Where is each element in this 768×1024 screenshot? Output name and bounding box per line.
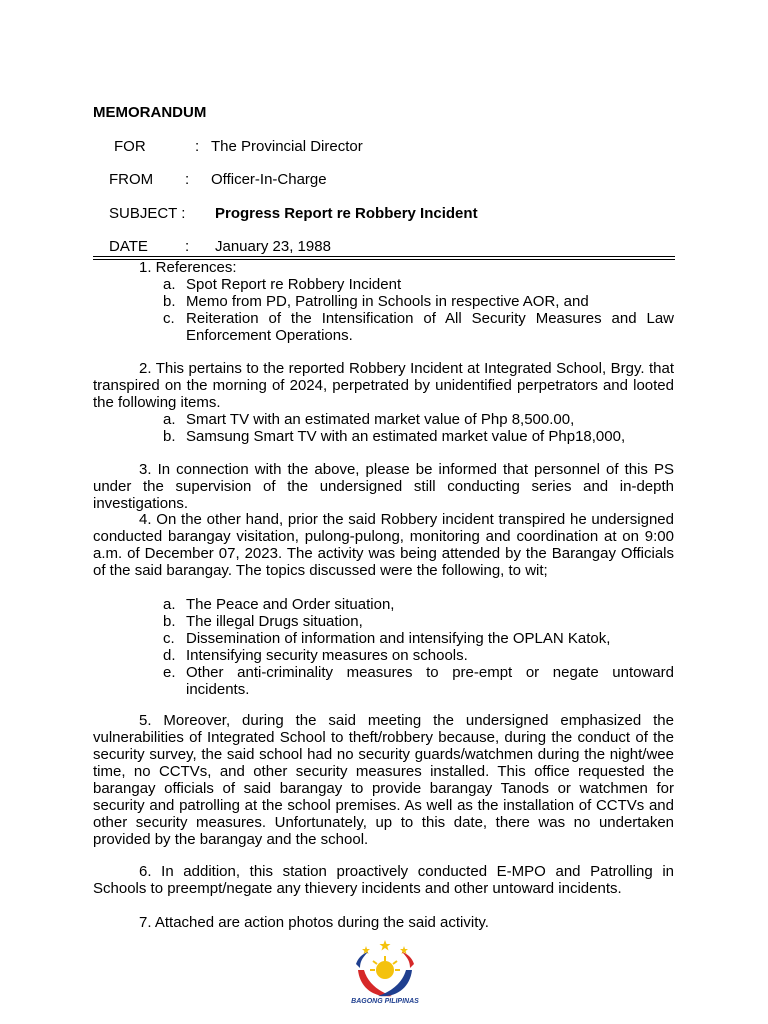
paragraph-3: 3. In connection with the above, please be informed that personnel of this PS under the supervision of the undersigned still conducting series and in-depth investigations. [93, 461, 674, 512]
header-divider-top [93, 256, 675, 257]
subject-value: Progress Report re Robbery Incident [215, 205, 478, 222]
from-label: FROM [109, 171, 154, 188]
subject-label: SUBJECT : [109, 205, 186, 222]
paragraph-4: 4. On the other hand, prior the said Robbery incident transpired he undersigned conducted barangay visitation, pulong-pulong, monitoring and coordination at on 9:00 a.m. of December 07, 2023. The activity was being attended by the Barangay Officials of the said barangay. The topics discussed were the following, to wit; [93, 511, 674, 579]
paragraph-1: 1. References: [139, 259, 237, 276]
paragraph-5: 5. Moreover, during the said meeting the undersigned emphasized the vulnerabilities of Integrated School to theft/robbery because, during the conduct of the security survey, the said school had no security guards/watchmen during the night/wee time, no CCTVs, and other security measures installed. This office requested the barangay officials of said barangay to provide barangay Tanods or watchmen for security and patrolling at the school premises. As well as the installation of CCTVs and other security measures. Unfortunately, up to this date, there was no undertaken provided by the barangay and the school. [93, 712, 674, 848]
list-item: d. Intensifying security measures on schools. [163, 647, 468, 664]
list-item: b. Memo from PD, Patrolling in Schools in respective AOR, and [163, 293, 589, 310]
list-item: a. Smart TV with an estimated market value of Php 8,500.00, [163, 411, 575, 428]
list-item: c. Dissemination of information and intensifying the OPLAN Katok, [163, 630, 611, 647]
topics-list [93, 596, 674, 698]
logo-text: BAGONG PILIPINAS [351, 998, 419, 1005]
from-colon: : [185, 171, 190, 188]
looted-items-list [93, 411, 674, 445]
list-item: b. The illegal Drugs situation, [163, 613, 363, 630]
date-value: January 23, 1988 [215, 238, 331, 255]
memo-title: MEMORANDUM [93, 104, 207, 121]
references-list [93, 276, 674, 344]
date-label: DATE [109, 238, 148, 255]
date-colon: : [185, 238, 190, 255]
list-item: c. Reiteration of the Intensification of All Security Measures and Law Enforcement Operations. [163, 310, 674, 344]
list-item: e. Other anti-criminality measures to pre-empt or negate untoward incidents. [163, 664, 674, 698]
for-value: The Provincial Director [211, 138, 363, 155]
for-label: FOR [114, 138, 146, 155]
for-colon: : [195, 138, 200, 155]
paragraph-2: 2. This pertains to the reported Robbery Incident at Integrated School, Brgy. that transpired on the morning of 2024, perpetrated by unidentified perpetrators and looted the following items. [93, 360, 674, 411]
paragraph-6: 6. In addition, this station proactively conducted E-MPO and Patrolling in Schools to preempt/negate any thievery incidents and other untoward incidents. [93, 863, 674, 897]
list-item: a. The Peace and Order situation, [163, 596, 395, 613]
paragraph-7: 7. Attached are action photos during the said activity. [139, 914, 489, 931]
list-item: b. Samsung Smart TV with an estimated market value of Php18,000, [163, 428, 626, 445]
list-item: a. Spot Report re Robbery Incident [163, 276, 402, 293]
from-value: Officer-In-Charge [211, 171, 327, 188]
